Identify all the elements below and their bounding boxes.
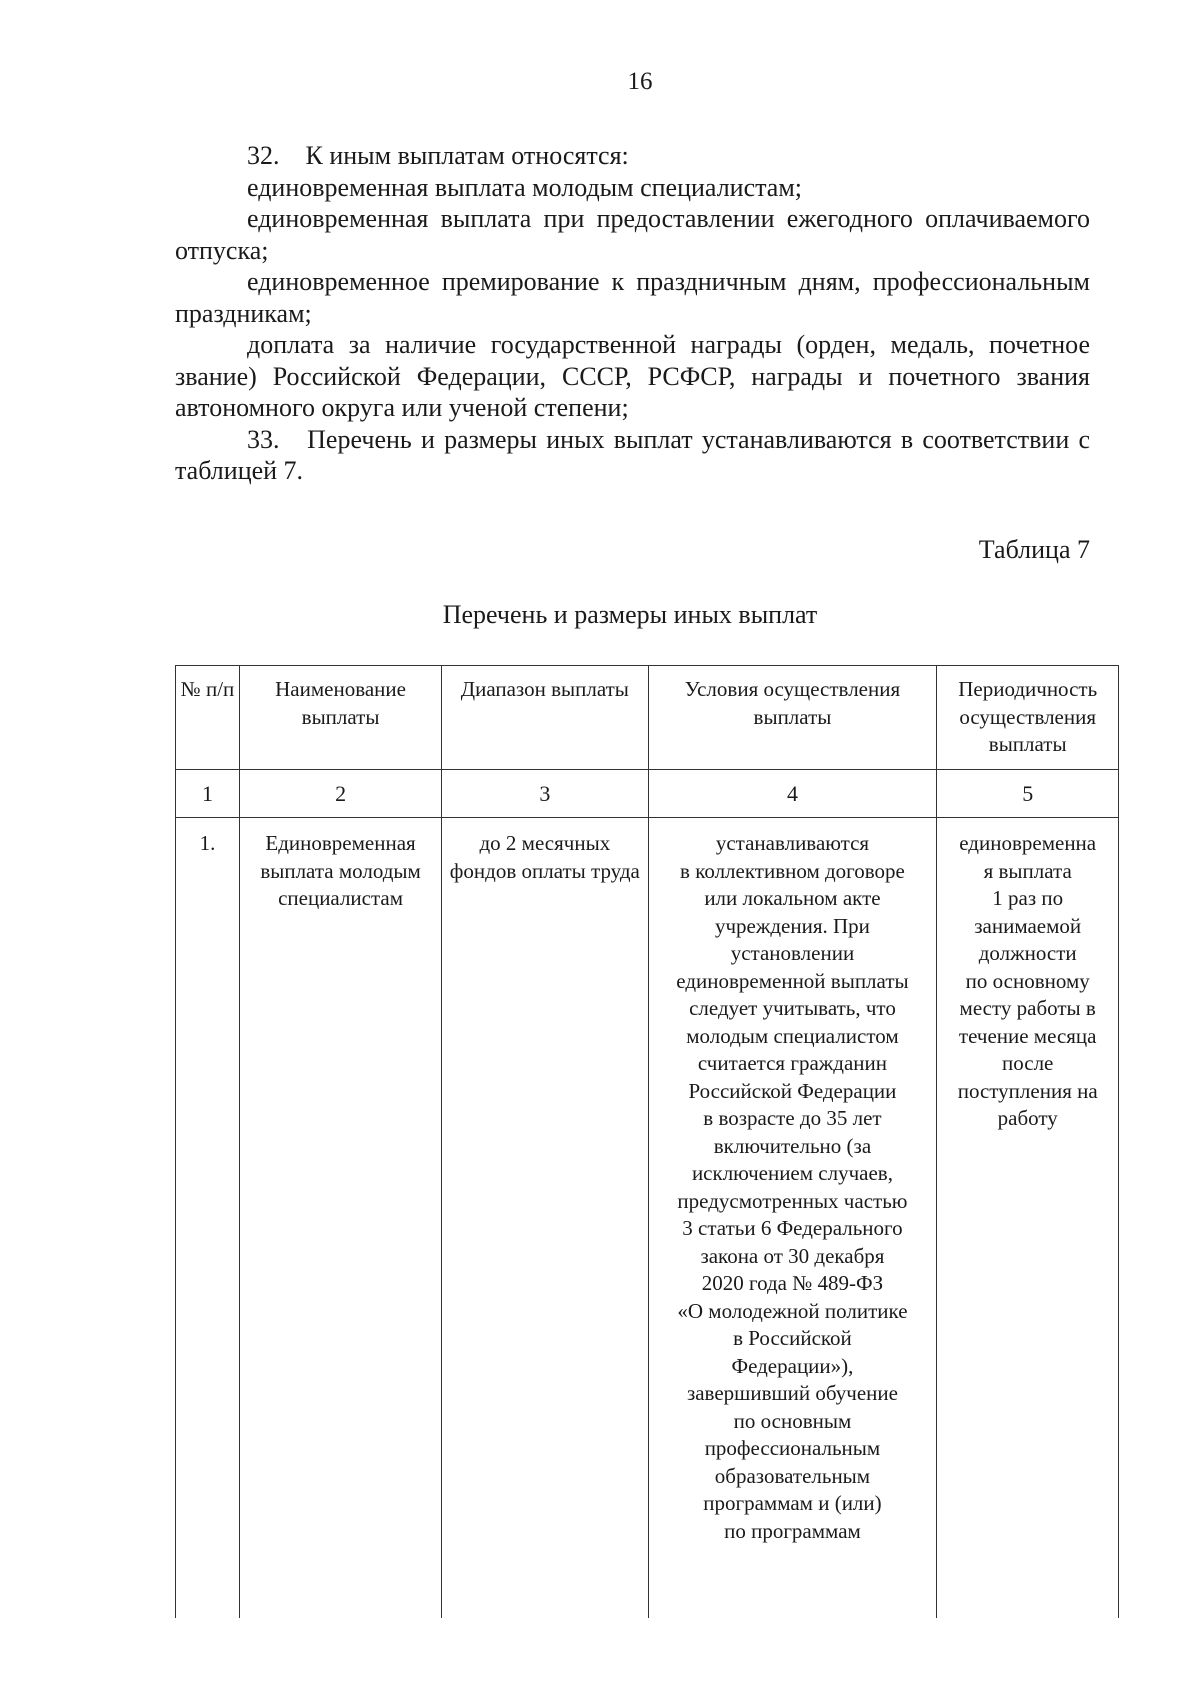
cell-line: профессиональным — [704, 1436, 881, 1460]
cell-line: единовременна — [959, 831, 1097, 855]
cell-line: Федерации»), — [731, 1353, 854, 1378]
table-caption: Перечень и размеры иных выплат — [442, 600, 818, 629]
header-range: Диапазон выплаты — [442, 666, 648, 770]
cell-line: по основному — [965, 968, 1090, 993]
header-name: Наименование выплаты — [239, 666, 441, 770]
cell-line: программам и (или) — [703, 1491, 882, 1515]
cell-line: работу — [997, 1106, 1058, 1130]
cell-line: поступления на — [957, 1078, 1098, 1103]
table-row — [176, 818, 1119, 1618]
header-periodicity: Периодичность осуществления выплаты — [937, 666, 1119, 770]
column-number: 2 — [239, 770, 441, 818]
page-number: 16 — [627, 68, 653, 95]
cell-line: «О молодежной политике — [677, 1298, 908, 1323]
table-label: Таблица 7 — [978, 535, 1090, 564]
cell-line: 1 раз по — [992, 886, 1064, 910]
cell-line: учреждения. При — [714, 913, 870, 938]
cell-line: включительно (за — [713, 1133, 872, 1158]
cell-line: или локальном акте — [704, 886, 881, 910]
cell-line: 3 статьи 6 Федерального — [682, 1216, 903, 1240]
cell-line: завершивший обучение — [686, 1381, 898, 1405]
cell-line: течение месяца — [958, 1023, 1097, 1048]
cell-line: установлении — [730, 941, 855, 965]
cell-line: закона от 30 декабря — [700, 1243, 885, 1268]
cell-line: единовременной выплаты — [676, 968, 909, 993]
paragraph-item-award-allowance: доплата за наличие государственной награды (орден, медаль, почетное звание) Российской Федерации, СССР, РСФСР, награды и почетного звания автономного округа или ученой степени; — [175, 330, 1090, 422]
row-number: 1. — [176, 818, 240, 1618]
cell-line: по основным — [733, 1408, 852, 1433]
column-number: 4 — [648, 770, 937, 818]
cell-line: в коллективном договоре — [680, 858, 905, 883]
paragraph-item-vacation: единовременная выплата при предоставлении ежегодного оплачиваемого отпуска; — [175, 204, 1090, 265]
body-text — [175, 140, 1090, 487]
cell-line: следует учитывать, что — [689, 996, 896, 1020]
cell-line: после — [1002, 1051, 1054, 1075]
cell-line: предусмотренных частью — [677, 1188, 908, 1213]
header-number: № п/п — [176, 666, 240, 770]
table-column-number-row — [176, 770, 1119, 818]
cell-line: устанавливаются — [715, 831, 870, 855]
cell-line: 2020 года № 489-ФЗ — [701, 1271, 884, 1295]
cell-line: исключением случаев, — [691, 1161, 893, 1185]
row-periodicity — [937, 818, 1119, 1618]
paragraph-32: 32. К иным выплатам относятся: — [247, 141, 629, 170]
paragraph-item-holiday-bonus: единовременное премирование к праздничным дням, профессиональным праздникам; — [175, 267, 1090, 328]
cell-line: в возрасте до 35 лет — [703, 1106, 882, 1130]
cell-line: образовательным — [714, 1463, 871, 1488]
cell-line: Российской Федерации — [688, 1078, 897, 1103]
column-number: 1 — [176, 770, 240, 818]
row-payment-range: до 2 месячных фондов оплаты труда — [442, 818, 648, 1618]
cell-line: в Российской — [733, 1326, 852, 1350]
column-number: 3 — [442, 770, 648, 818]
cell-line: по программам — [724, 1518, 861, 1543]
payments-table — [175, 665, 1119, 1618]
header-conditions: Условия осуществления выплаты — [648, 666, 937, 770]
cell-line: я выплата — [983, 858, 1072, 883]
cell-line: должности — [978, 941, 1077, 965]
cell-line: занимаемой — [974, 913, 1082, 938]
table-header-row — [176, 666, 1119, 770]
column-number: 5 — [937, 770, 1119, 818]
paragraph-item-young-specialists: единовременная выплата молодым специалистам; — [247, 172, 803, 202]
row-conditions — [648, 818, 937, 1618]
paragraph-33: 33. Перечень и размеры иных выплат устанавливаются в соответствии с таблицей 7. — [175, 424, 1090, 485]
cell-line: месту работы в — [959, 996, 1096, 1020]
row-payment-name: Единовременная выплата молодым специалистам — [239, 818, 441, 1618]
cell-line: считается гражданин — [697, 1051, 887, 1075]
cell-line: молодым специалистом — [686, 1023, 899, 1048]
